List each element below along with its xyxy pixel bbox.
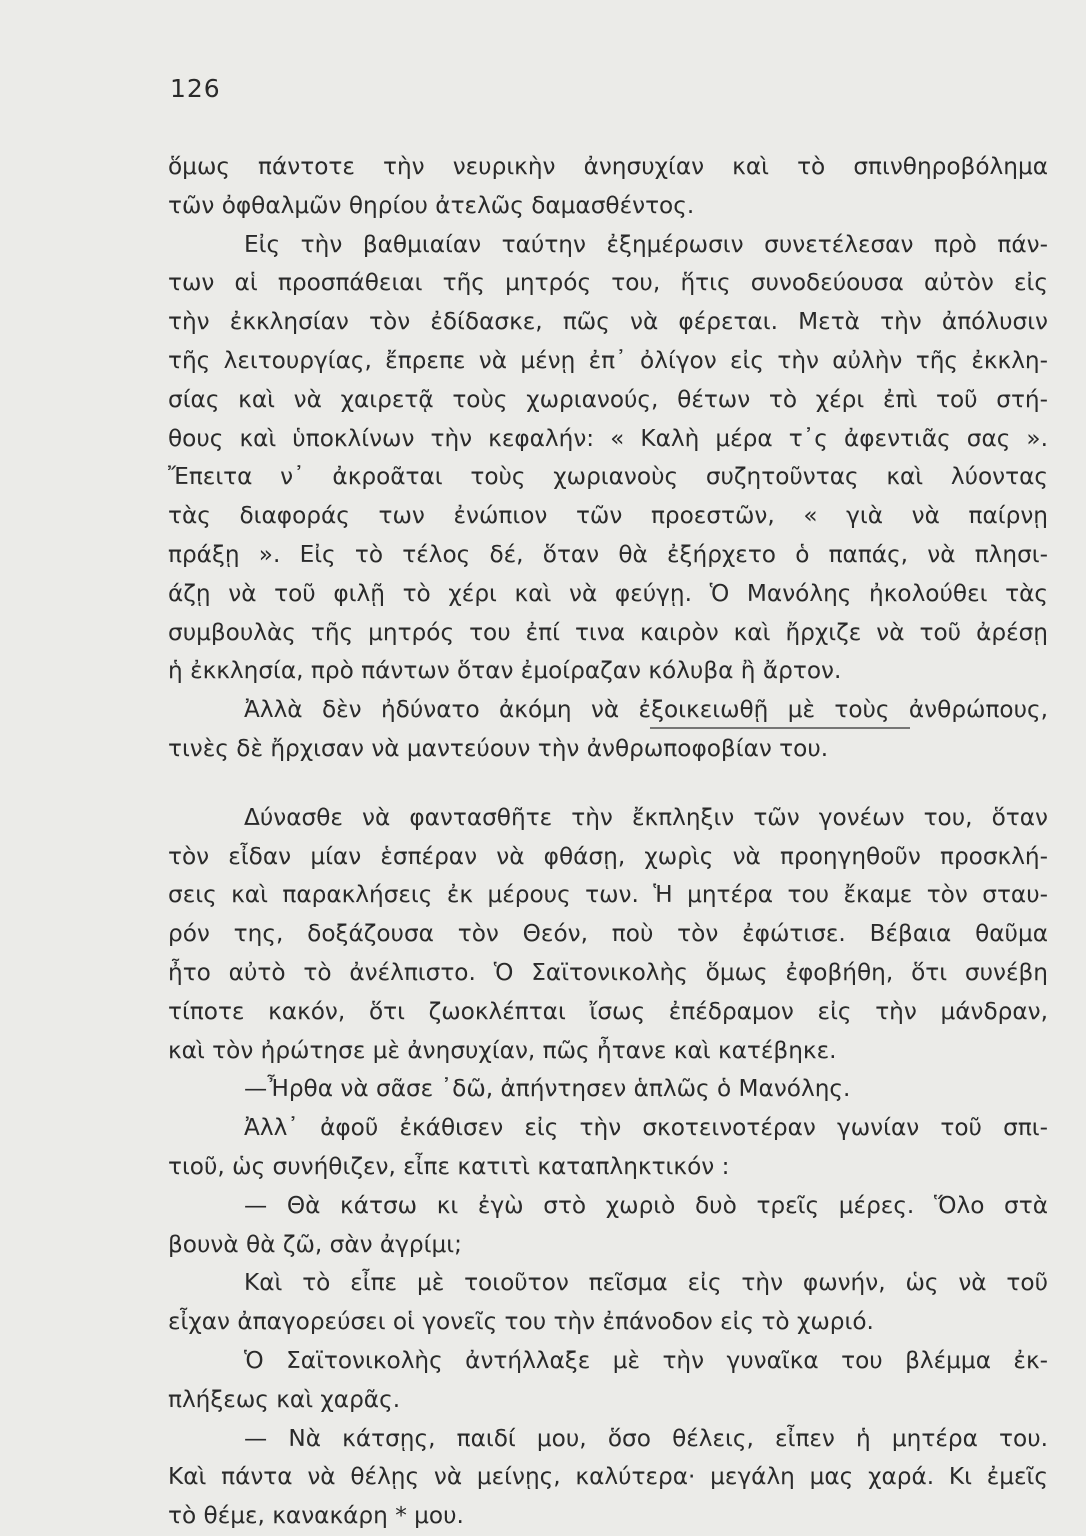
text-line: θους καὶ ὑποκλίνων τὴν κεφαλήν: « Καλὴ μέρα τ᾽ς ἀφεντιᾶς σας ».: [168, 424, 1048, 452]
text-line: ρόν της, δοξάζουσα τὸν Θεόν, ποὺ τὸν ἐφώτισε. Βέβαια θαῦμα: [168, 920, 1048, 948]
text-line: ὅμως πάντοτε τὴν νευρικὴν ἀνησυχίαν καὶ τὸ σπινθηροβόλημα: [168, 153, 1048, 180]
text-line: τίποτε κακόν, ὅτι ζωοκλέπται ἴσως ἐπέδραμον εἰς τὴν μάνδραν,: [168, 997, 1048, 1025]
text-line: Ἔπειτα ν᾽ ἀκροᾶται τοὺς χωριανοὺς συζητοῦντας καὶ λύοντας: [168, 463, 1048, 491]
text-line: βουνὰ θὰ ζῶ, σὰν ἀγρίμι;: [168, 1230, 462, 1258]
text-line: των αἱ προσπάθειαι τῆς μητρός του, ἥτις συνοδεύουσα αὐτὸν εἰς: [168, 269, 1048, 297]
text-line: Καὶ τὸ εἶπε μὲ τοιοῦτον πεῖσμα εἰς τὴν φωνήν, ὡς νὰ τοῦ: [244, 1269, 1048, 1297]
text-line: τιοῦ, ὡς συνήθιζεν, εἶπε κατιτὶ καταπληκτικόν :: [168, 1152, 730, 1180]
text-line: τῶν ὀφθαλμῶν θηρίου ἀτελῶς δαμασθέντος.: [168, 191, 695, 219]
text-line: καὶ τὸν ἠρώτησε μὲ ἀνησυχίαν, πῶς ἦτανε καὶ κατέβηκε.: [168, 1036, 837, 1064]
text-line: Δύνασθε νὰ φαντασθῆτε τὴν ἔκπληξιν τῶν γονέων του, ὅταν: [244, 803, 1048, 831]
text-line: Ἀλλ᾽ ἀφοῦ ἐκάθισεν εἰς τὴν σκοτεινοτέραν γωνίαν τοῦ σπι-: [244, 1114, 1048, 1142]
body-text: [168, 148, 1048, 1536]
text-line: πράξῃ ». Εἰς τὸ τέλος δέ, ὅταν θὰ ἐξήρχετο ὁ παπάς, νὰ πλησι-: [168, 540, 1048, 568]
section-break: [168, 769, 1048, 799]
text-line: Ὁ Σαϊτονικολὴς ἀντήλλαξε μὲ τὴν γυναῖκα του βλέμμα ἐκ-: [244, 1346, 1048, 1374]
text-line: σίας καὶ νὰ χαιρετᾷ τοὺς χωριανούς, θέτων τὸ χέρι ἐπὶ τοῦ στή-: [168, 385, 1048, 413]
text-line: πλήξεως καὶ χαρᾶς.: [168, 1385, 401, 1413]
text-line: τὸν εἶδαν μίαν ἑσπέραν νὰ φθάσῃ, χωρὶς νὰ προηγηθοῦν προσκλή-: [168, 842, 1048, 870]
text-line: σεις καὶ παρακλήσεις ἐκ μέρους των. Ἡ μητέρα του ἔκαμε τὸν σταυ-: [168, 881, 1048, 909]
text-line: εἶχαν ἀπαγορεύσει οἱ γονεῖς του τὴν ἐπάνοδον εἰς τὸ χωριό.: [168, 1308, 874, 1336]
text-line: τὸ θέμε, κανακάρη * μου.: [168, 1502, 464, 1530]
text-line: τινὲς δὲ ἤρχισαν νὰ μαντεύουν τὴν ἀνθρωποφοβίαν του.: [168, 734, 829, 762]
text-line: ἡ ἐκκλησία, πρὸ πάντων ὅταν ἐμοίραζαν κόλυβα ἢ ἄρτον.: [168, 657, 842, 685]
text-line: —Ἦρθα νὰ σᾶσε ᾽δῶ, ἀπήντησεν ἁπλῶς ὁ Μανόλης.: [244, 1075, 851, 1103]
text-line: τὴν ἐκκλησίαν τὸν ἐδίδασκε, πῶς νὰ φέρεται. Μετὰ τὴν ἀπόλυσιν: [168, 308, 1048, 336]
text-line: Καὶ πάντα νὰ θέλῃς νὰ μείνῃς, καλύτερα· μεγάλη μας χαρά. Κι ἐμεῖς: [168, 1463, 1048, 1491]
text-line: τῆς λειτουργίας, ἔπρεπε νὰ μένῃ ἐπ᾽ ὀλίγον εἰς τὴν αὐλὴν τῆς ἐκκλη-: [168, 346, 1048, 374]
text-line: ἦτο αὐτὸ τὸ ἀνέλπιστο. Ὁ Σαϊτονικολὴς ὅμως ἐφοβήθη, ὅτι συνέβη: [168, 958, 1048, 986]
text-line: συμβουλὰς τῆς μητρός του ἐπί τινα καιρὸν καὶ ἤρχιζε νὰ τοῦ ἀρέσῃ: [168, 618, 1048, 646]
text-line: — Νὰ κάτσῃς, παιδί μου, ὅσο θέλεις, εἶπεν ἡ μητέρα του.: [244, 1424, 1048, 1452]
text-line: τὰς διαφοράς των ἐνώπιον τῶν προεστῶν, « γιὰ νὰ παίρνῃ: [168, 502, 1048, 530]
text-line: — Θὰ κάτσω κι ἐγὼ στὸ χωριὸ δυὸ τρεῖς μέρες. Ὅλο στὰ: [244, 1191, 1048, 1219]
text-line: Ἀλλὰ δὲν ἠδύνατο ἀκόμη νὰ ἐξοικειωθῇ μὲ τοὺς ἀνθρώπους,: [244, 696, 1048, 724]
text-line: Εἰς τὴν βαθμιαίαν ταύτην ἐξημέρωσιν συνετέλεσαν πρὸ πάν-: [244, 230, 1048, 258]
pencil-underline-mark: [650, 727, 910, 729]
page-number: 126: [170, 74, 221, 103]
text-line: άζῃ νὰ τοῦ φιλῇ τὸ χέρι καὶ νὰ φεύγῃ. Ὁ Μανόλης ἠκολούθει τὰς: [168, 579, 1048, 607]
